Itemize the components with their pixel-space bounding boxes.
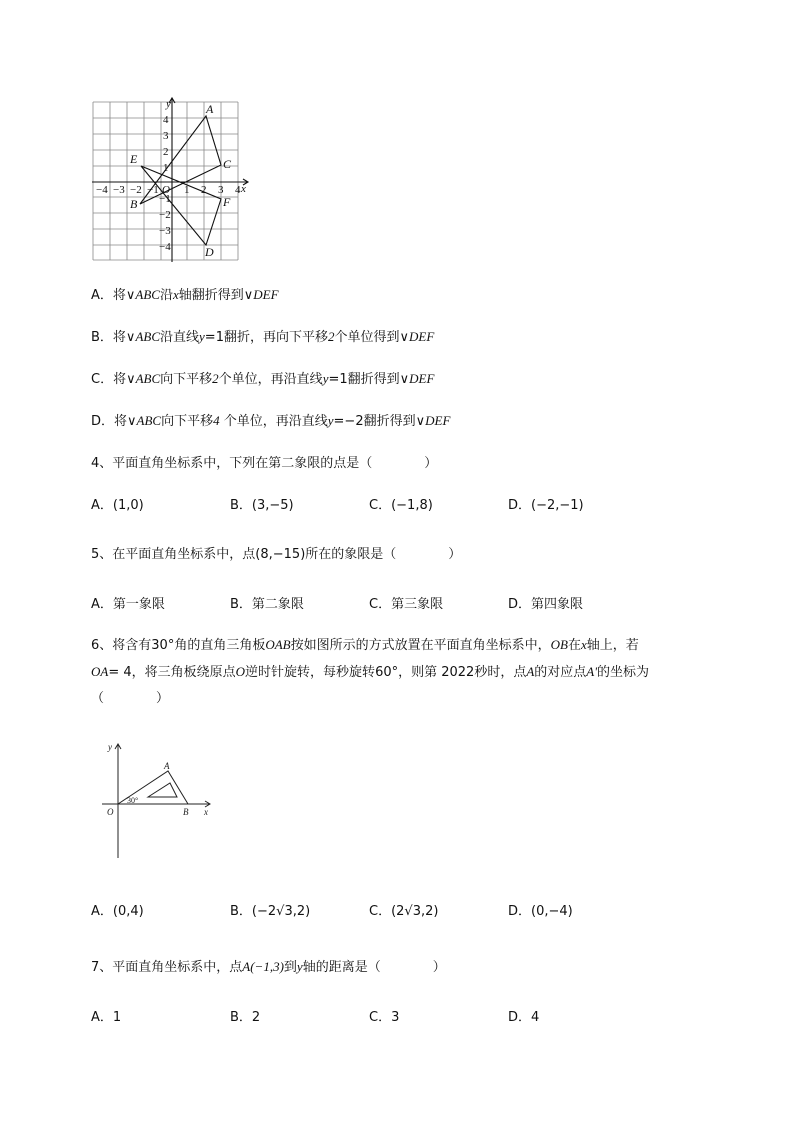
fig1-point-d: D	[205, 245, 214, 259]
fig2-y-label: y	[108, 742, 112, 752]
fig1-y-tick: −4	[159, 241, 171, 253]
q4-stem: 4、平面直角坐标系中，下列在第二象限的点是（ ）	[91, 456, 438, 471]
q5-option-a[interactable]: A．第一象限	[91, 597, 165, 612]
fig1-x-tick: −3	[113, 184, 125, 196]
fig1-x-tick: 2	[201, 184, 207, 196]
fig2-angle-label: 30°	[127, 796, 139, 805]
q5-option-d[interactable]: D．第四象限	[508, 597, 584, 612]
fig1-point-f: F	[223, 195, 231, 209]
q4-option-c[interactable]: C．(−1,8)	[369, 498, 433, 513]
q4-option-a[interactable]: A．(1,0)	[91, 498, 144, 513]
q6-option-a[interactable]: A．(0,4)	[91, 904, 144, 919]
fig1-y-tick: −3	[159, 225, 171, 237]
q6-option-c[interactable]: C．(2√3,2)	[369, 904, 439, 919]
fig1-y-tick: 1	[163, 162, 169, 174]
q7-option-a[interactable]: A．1	[91, 1010, 122, 1025]
q4-option-d[interactable]: D．(−2,−1)	[508, 498, 584, 513]
fig2-origin-label: O	[107, 807, 114, 817]
q5-option-c[interactable]: C．第三象限	[369, 597, 444, 612]
fig2-x-label: x	[204, 807, 208, 817]
q3-option-b[interactable]: B．将∨ABC沿直线y=1翻折，再向下平移2个单位得到∨DEF	[91, 329, 435, 345]
fig1-point-a: A	[206, 102, 214, 116]
fig1-point-b: B	[130, 197, 138, 211]
q4-option-b[interactable]: B．(3,−5)	[230, 498, 294, 513]
q6-option-b[interactable]: B．(−2√3,2)	[230, 904, 311, 919]
fig2-point-a: A	[164, 761, 170, 771]
fig1-y-tick: −1	[159, 193, 171, 205]
q6-stem-line2: OA= 4，将三角板绕原点O逆时针旋转，每秒旋转60°，则第 2022秒时，点A的对应点A'的坐标为	[91, 664, 650, 680]
q3-option-c[interactable]: C．将∨ABC向下平移2个单位，再沿直线y=1翻折得到∨DEF	[91, 371, 435, 387]
fig1-x-tick: −4	[96, 184, 108, 196]
figure-reflection-grid	[88, 96, 258, 264]
q3-option-a[interactable]: A．将∨ABC沿x轴翻折得到∨DEF	[91, 287, 279, 303]
fig1-y-tick: 2	[163, 146, 169, 158]
q7-stem: 7、平面直角坐标系中，点A(−1,3)到y轴的距离是（ ）	[91, 959, 446, 975]
q6-stem-line1: 6、将含有30°角的直角三角板OAB按如图所示的方式放置在平面直角坐标系中，OB在x轴上，若	[91, 637, 639, 653]
fig1-y-tick: 3	[163, 130, 169, 142]
q7-option-c[interactable]: C．3	[369, 1010, 400, 1025]
q6-option-d[interactable]: D．(0,−4)	[508, 904, 573, 919]
fig1-point-c: C	[223, 157, 232, 171]
fig1-x-label: x	[241, 183, 246, 195]
fig1-point-e: E	[130, 152, 138, 166]
fig1-origin-label: O	[162, 184, 170, 196]
q5-stem: 5、在平面直角坐标系中，点(8,−15)所在的象限是（ ）	[91, 547, 462, 562]
fig1-x-tick: 3	[218, 184, 224, 196]
q7-option-d[interactable]: D．4	[508, 1010, 540, 1025]
q7-option-b[interactable]: B．2	[230, 1010, 261, 1025]
fig1-x-tick: 4	[235, 184, 241, 196]
q5-option-b[interactable]: B．第二象限	[230, 597, 304, 612]
fig2-point-b: B	[183, 807, 189, 817]
q3-option-d[interactable]: D．将∨ABC向下平移4 个单位，再沿直线y=−2翻折得到∨DEF	[91, 413, 451, 429]
figure-triangle-oab	[100, 738, 216, 862]
fig1-y-tick: 4	[163, 114, 169, 126]
q6-stem-line3: （ ）	[91, 691, 170, 706]
fig1-y-tick: −2	[159, 209, 171, 221]
fig1-x-tick: −1	[147, 184, 159, 196]
fig1-x-tick: −2	[130, 184, 142, 196]
fig1-y-label: y	[166, 98, 171, 110]
fig1-x-tick: 1	[184, 184, 190, 196]
